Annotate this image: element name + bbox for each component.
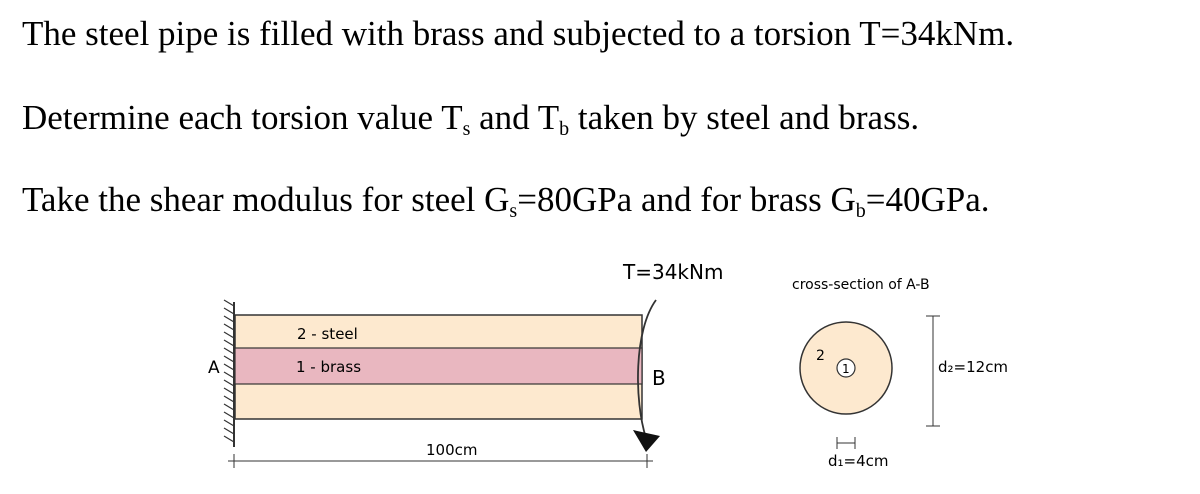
line3-mid: =80GPa and for brass G [517, 180, 856, 219]
problem-line-2 [22, 98, 919, 138]
brass-label: 1 - brass [296, 358, 362, 376]
point-a-label: A [208, 358, 220, 378]
d1-label: d₁=4cm [828, 452, 889, 470]
line2-pre: Determine each torsion value T [22, 98, 463, 137]
line3-sub-s: s [509, 200, 518, 222]
line3-sub-b: b [855, 200, 866, 222]
region-inner-label: 1 [842, 362, 850, 376]
line2-sub-b: b [559, 118, 570, 140]
line3-pre: Take the shear modulus for steel G [22, 180, 510, 219]
d2-label: d₂=12cm [938, 358, 1009, 376]
line2-mid: and T [470, 98, 560, 137]
line3-post: =40GPa. [865, 180, 990, 219]
problem-line-1: The steel pipe is filled with brass and subjected to a torsion T=34kNm. [22, 14, 1015, 53]
steel-label: 2 - steel [297, 325, 358, 343]
torsion-diagram [0, 250, 1200, 494]
line2-sub-s: s [462, 118, 471, 140]
problem-line-3 [22, 180, 990, 220]
fixed-wall [224, 300, 234, 447]
line2-post: taken by steel and brass. [569, 98, 920, 137]
d1-dimension [837, 437, 855, 449]
point-b-label: B [652, 366, 666, 390]
region-outer-label: 2 [816, 348, 825, 364]
cross-section-title: cross-section of A-B [792, 277, 930, 293]
length-label: 100cm [426, 441, 478, 459]
torque-label: T=34kNm [623, 260, 724, 284]
